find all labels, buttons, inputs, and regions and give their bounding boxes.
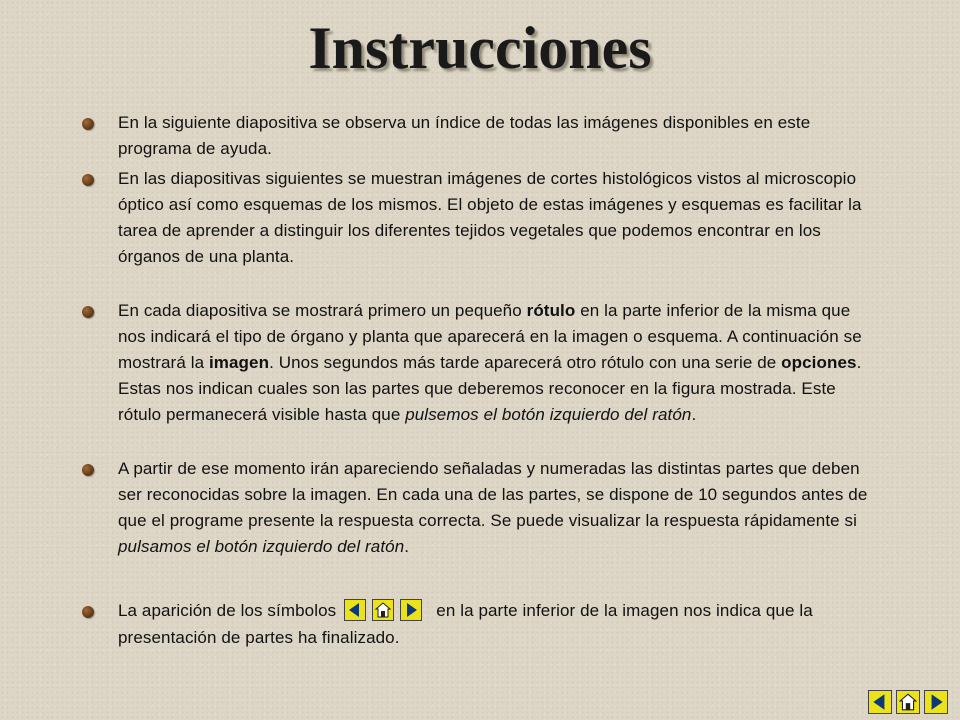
text-segment: A partir de ese momento irán apareciendo señaladas y numeradas las distintas partes que deben ser reconocidas sobre la imagen. En cada una de las partes, se dispone de 10 segundos antes de que el programe presente la respuesta correcta. Se puede visualizar la respuesta rápidamente si (118, 459, 868, 530)
list-item-text (118, 598, 878, 651)
list-item-text (118, 456, 878, 560)
page-title: Instrucciones (308, 15, 652, 81)
text-segment: en la parte inferior de la misma que nos indicará el tipo de órgano y planta que aparecerá en la imagen o esquema. A continuación se mostrará la (118, 301, 862, 372)
bullet-icon (82, 606, 94, 618)
bullet-icon (82, 118, 94, 130)
bullet-icon (82, 306, 94, 318)
bold-term: rótulo (526, 301, 576, 320)
text-segment: En las diapositivas siguientes se muestran imágenes de cortes histológicos vistos al microscopio óptico así como esquemas de los mismos. El objeto de estas imágenes y esquemas es facilitar la tarea de aprender a distinguir los diferentes tejidos vegetales que podemos encontrar en los órganos de una planta. (118, 169, 862, 266)
text-segment: . Estas nos indican cuales son las partes que deberemos reconocer en la figura mostrada. Este rótulo permanecerá visible hasta que (118, 353, 862, 424)
bullet-icon (82, 174, 94, 186)
previous-arrow-icon (344, 599, 366, 621)
home-button[interactable] (896, 690, 920, 714)
text-segment: En la siguiente diapositiva se observa un índice de todas las imágenes disponibles en este programa de ayuda. (118, 113, 811, 158)
home-icon (898, 692, 918, 712)
previous-slide-button[interactable] (868, 690, 892, 714)
inline-nav-symbols (344, 597, 428, 623)
next-slide-button[interactable] (924, 690, 948, 714)
next-arrow-icon (926, 692, 946, 712)
text-segment: . Unos segundos más tarde aparecerá otro rótulo con una serie de (269, 353, 782, 372)
bullet-icon (82, 464, 94, 476)
list-item-text (118, 298, 878, 428)
symbols-text-before: La aparición de los símbolos (118, 601, 337, 620)
previous-arrow-icon (870, 692, 890, 712)
text-segment: . (404, 537, 410, 556)
text-segment: . (691, 405, 697, 424)
italic-phrase: pulsemos el botón izquierdo del ratón (405, 405, 692, 424)
home-icon (372, 599, 394, 621)
list-item-text (118, 166, 878, 270)
bold-term: opciones (781, 353, 857, 372)
text-segment: En cada diapositiva se mostrará primero un pequeño (118, 301, 527, 320)
italic-phrase: pulsamos el botón izquierdo del ratón (118, 537, 405, 556)
slide-navigation (868, 690, 952, 714)
next-arrow-icon (400, 599, 422, 621)
bold-term: imagen (208, 353, 270, 372)
symbols-text-after: en la parte inferior de la imagen nos indica que la presentación de partes ha finalizado. (118, 601, 813, 647)
list-item-text (118, 110, 878, 162)
